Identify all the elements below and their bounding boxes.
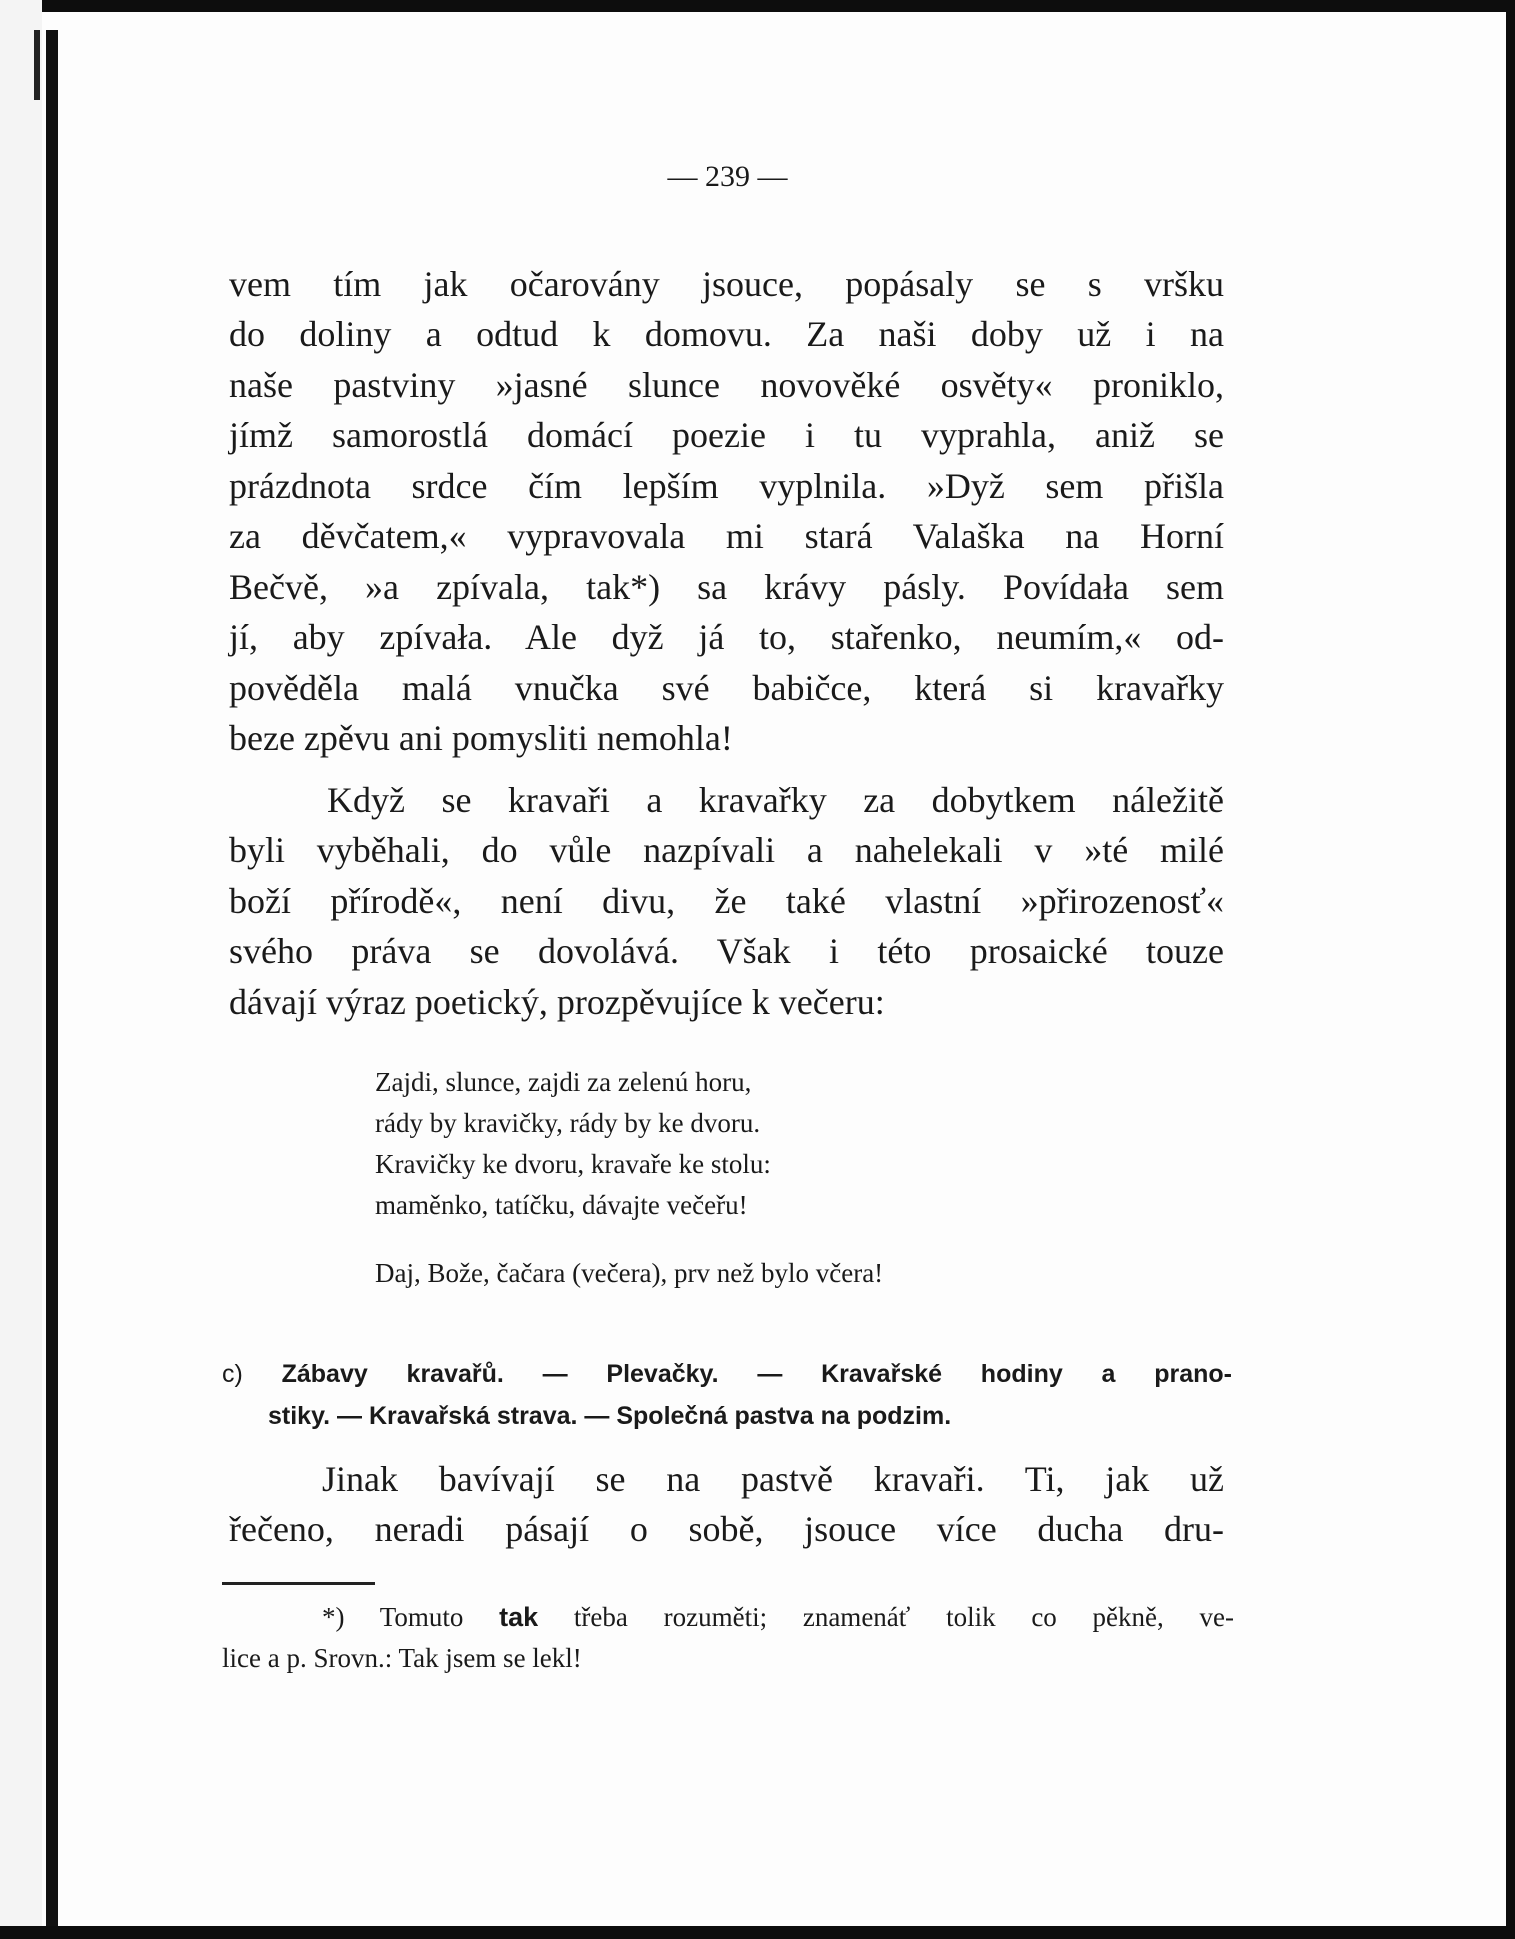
footnote-emphasis: tak [499, 1602, 539, 1632]
footnote-text: třeba rozuměti; znamenáť tolik co pěkně, ve- [573, 1602, 1234, 1632]
verse-line: Daj, Bože, čačara (večera), prv než bylo včera! [375, 1258, 884, 1288]
text-line: za děvčatem,« vypravovala mi stará Valaška na Horní [229, 516, 1224, 556]
scan-margin-left [0, 0, 42, 1939]
text-line: vem tím jak očarovány jsouce, popásaly se s vršku [229, 264, 1224, 304]
text-line: Jinak bavívají se na pastvě kravaři. Ti, jak už [322, 1459, 1224, 1499]
text-line: jímž samorostlá domácí poezie i tu vyprahla, aniž se [229, 415, 1224, 455]
verse-line: Kravičky ke dvoru, kravaře ke stolu: [375, 1149, 771, 1179]
footnote-mark: *) [322, 1602, 345, 1632]
text-line: dávají výraz poetický, prozpěvujíce k večeru: [229, 982, 885, 1022]
book-spine-shadow [46, 30, 58, 1930]
text-line: řečeno, neradi pásají o sobě, jsouce více ducha dru- [229, 1509, 1224, 1549]
scan-border-right [1506, 0, 1515, 1939]
text-line: Když se kravaři a kravařky za dobytkem náležitě [327, 780, 1224, 820]
book-spine-mark [34, 30, 40, 100]
text-line: beze zpěvu ani pomysliti nemohla! [229, 718, 733, 758]
text-line: jí, aby zpívała. Ale dyž já to, stařenko, neumím,« od- [229, 617, 1224, 657]
scan-border-bottom [0, 1926, 1515, 1939]
section-heading-line [222, 1358, 1232, 1390]
text-line: do doliny a odtud k domovu. Za naši doby už i na [229, 314, 1224, 354]
verse-line: Zajdi, slunce, zajdi za zelenú horu, [375, 1067, 752, 1097]
text-line: prázdnota srdce čím lepším vyplnila. »Dyž sem přišla [229, 466, 1224, 506]
section-heading-line: stiky. — Kravařská strava. — Společná pastva na podzim. [268, 1402, 952, 1430]
verse-line: rády by kravičky, rády by ke dvoru. [375, 1108, 761, 1138]
section-heading-text: Zábavy kravařů. — Plevačky. — Kravařské hodiny a prano- [281, 1360, 1232, 1388]
footnote-line: lice a p. Srovn.: Tak jsem se lekl! [222, 1643, 582, 1673]
section-marker: c) [222, 1360, 243, 1388]
footnote-text: Tomuto [379, 1602, 464, 1632]
text-line: Bečvě, »a zpívala, tak*) sa krávy pásly. Povídała sem [229, 567, 1224, 607]
footnote-rule [222, 1582, 375, 1585]
scan-border-top [0, 0, 1515, 12]
footnote-line [322, 1600, 1234, 1634]
text-line: pověděla malá vnučka své babičce, která si kravařky [229, 668, 1224, 708]
text-line: naše pastviny »jasné slunce novověké osvěty« proniklo, [229, 365, 1224, 405]
text-line: byli vyběhali, do vůle nazpívali a nahelekali v »té milé [229, 830, 1224, 870]
text-line: svého práva se dovolává. Však i této prosaické touze [229, 931, 1224, 971]
verse-line: maměnko, tatíčku, dávajte večeřu! [375, 1190, 748, 1220]
text-line: boží přírodě«, není divu, že také vlastní »přirozenosť« [229, 881, 1224, 921]
page-number: — 239 — [667, 160, 788, 193]
